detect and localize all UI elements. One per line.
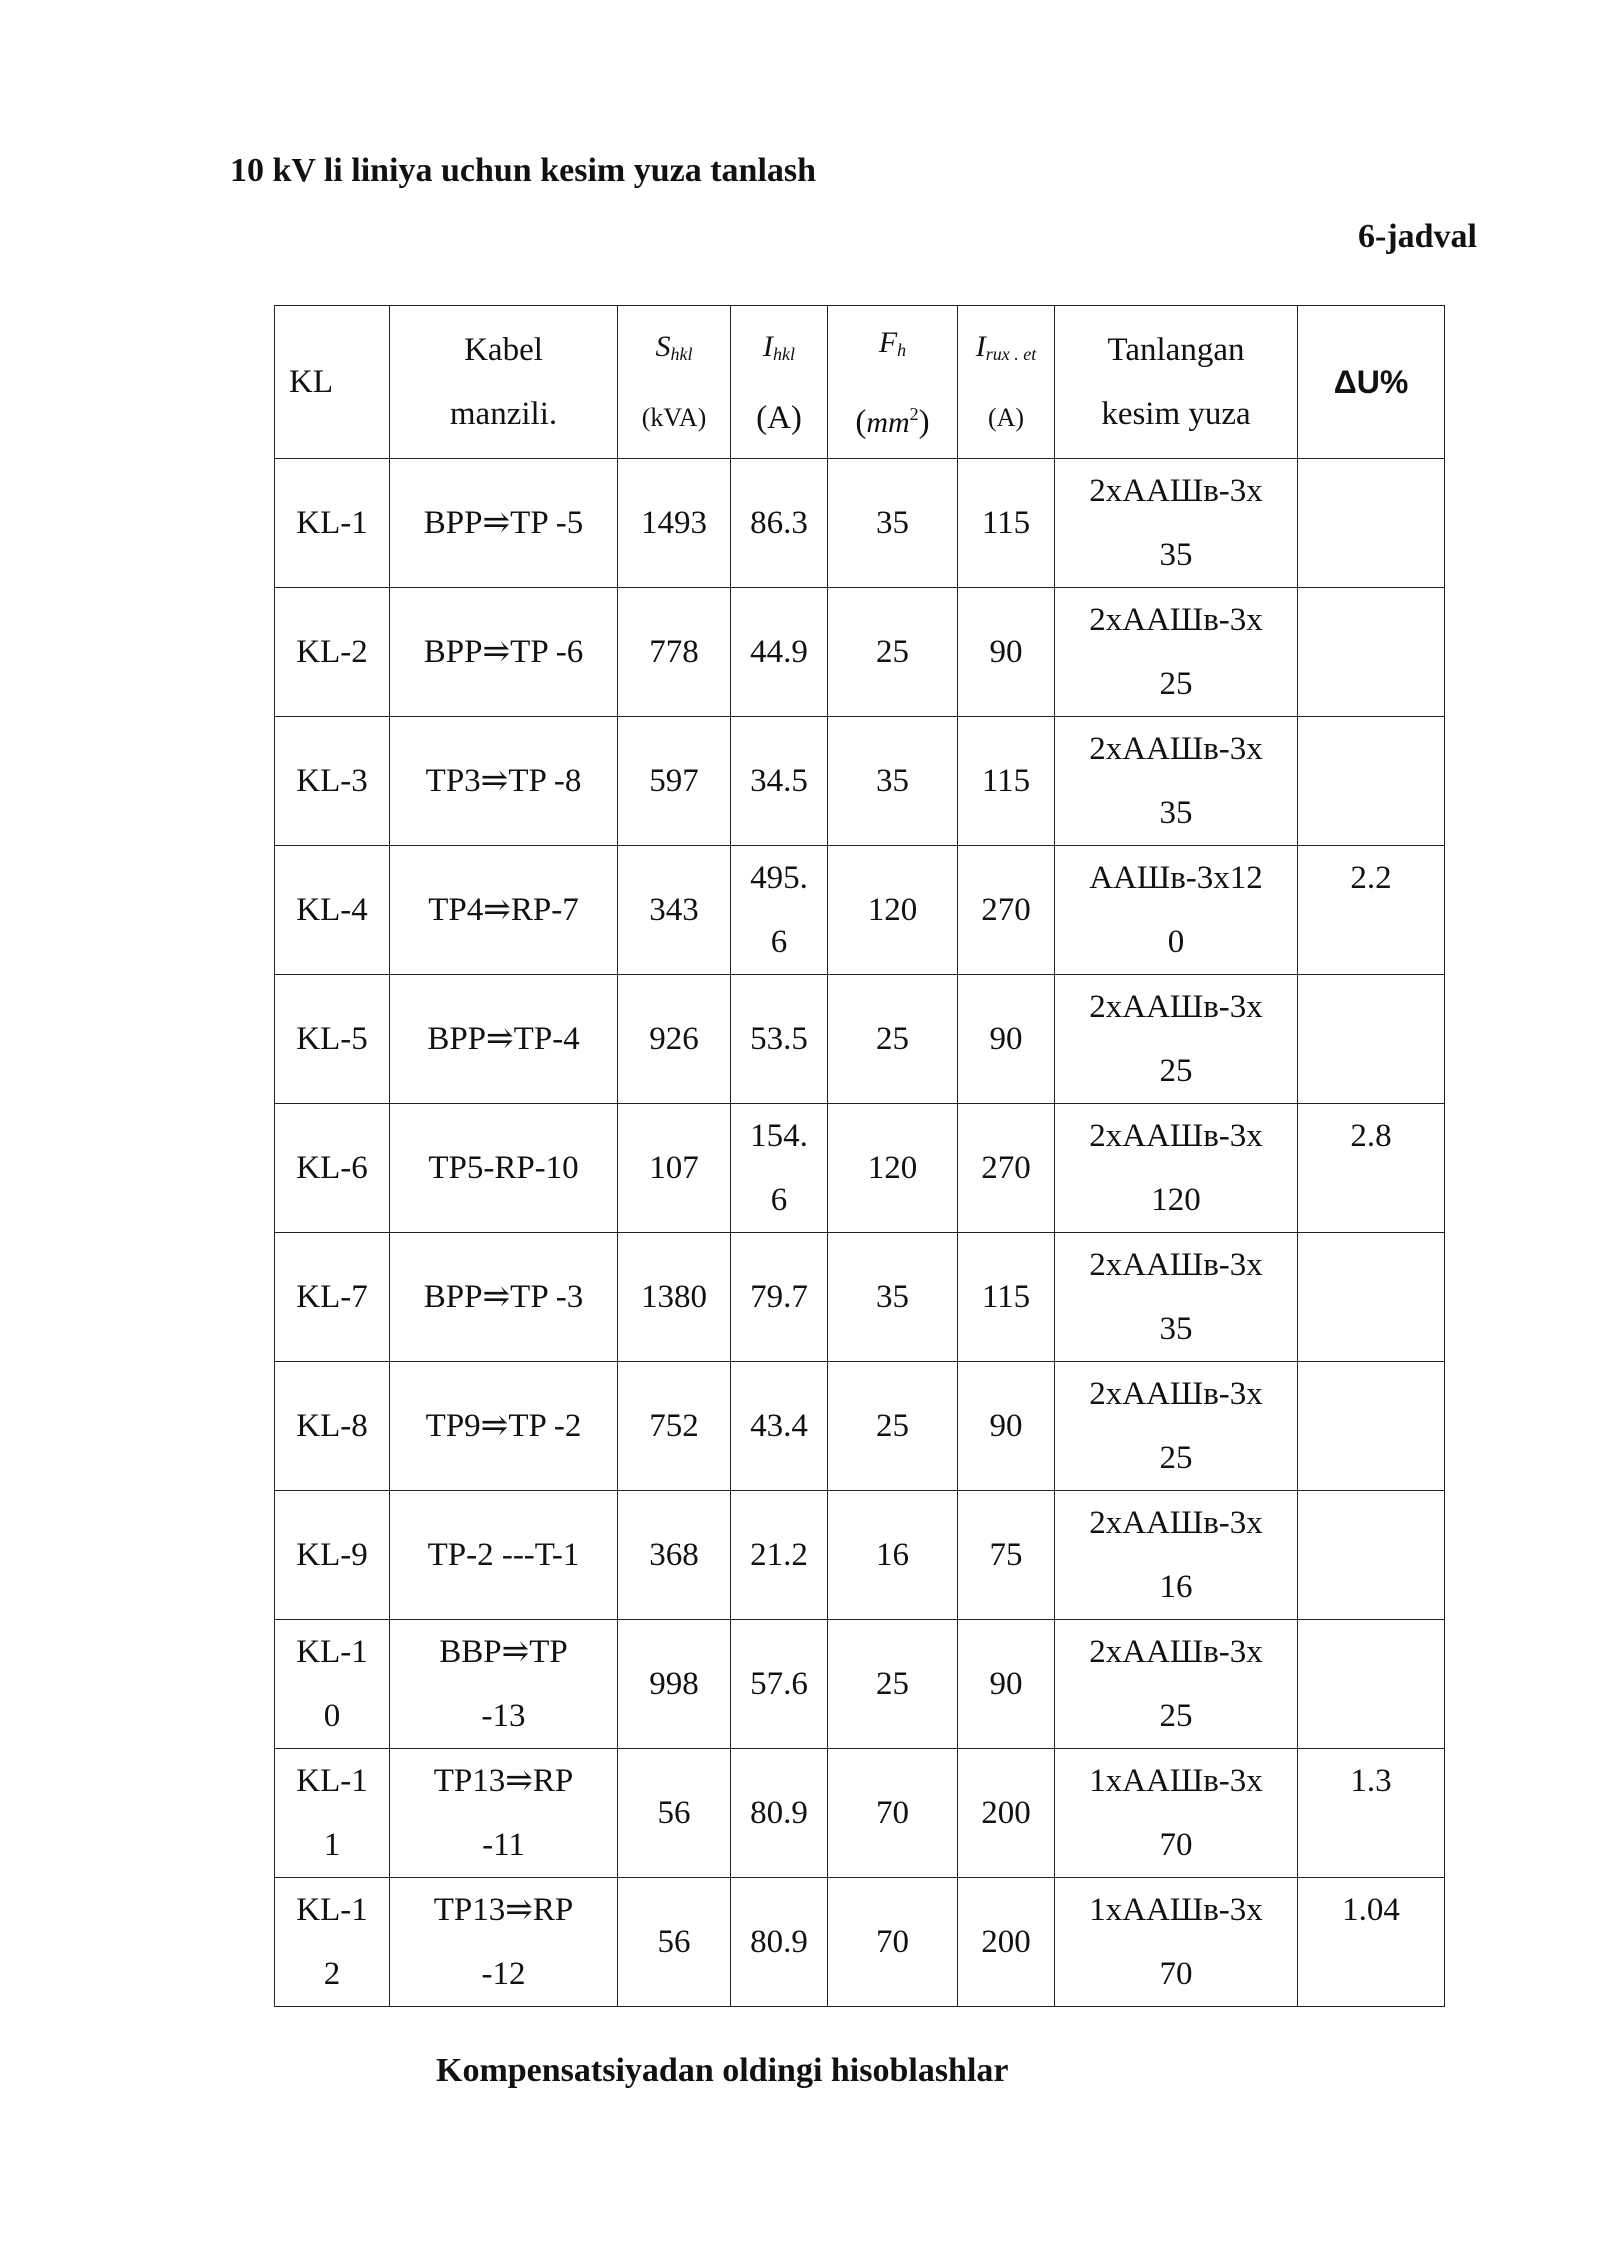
cell-kabel-manzili-line: TP9⥤TP -2 <box>425 1408 582 1444</box>
cell-kabel-manzili <box>390 588 618 717</box>
table-row <box>275 588 1445 717</box>
cell-i-rux-et <box>958 459 1055 588</box>
cell-i-rux-et-value: 200 <box>981 1924 1031 1960</box>
cell-i-rux-et <box>958 1620 1055 1749</box>
header-s-hkl: $S_{hkl}$ (kVA) <box>618 306 731 459</box>
cell-tanlangan-kesim-yuza-line: 0 <box>1167 924 1185 960</box>
cell-i-hkl <box>731 1362 828 1491</box>
table-row <box>275 1878 1445 2007</box>
cell-kl-line: KL-3 <box>296 763 368 799</box>
cell-i-hkl <box>731 846 828 975</box>
cell-i-rux-et <box>958 717 1055 846</box>
cell-f-h-value: 70 <box>876 1924 909 1960</box>
cell-s-hkl <box>618 1491 731 1620</box>
table-row <box>275 717 1445 846</box>
cell-f-h <box>828 459 958 588</box>
table-row <box>275 1104 1445 1233</box>
table-row <box>275 1233 1445 1362</box>
cell-tanlangan-kesim-yuza <box>1055 1620 1298 1749</box>
cell-f-h <box>828 588 958 717</box>
cell-delta-u <box>1298 1749 1445 1878</box>
cell-kabel-manzili <box>390 1749 618 1878</box>
cell-kl-line: KL-1 <box>296 1892 368 1928</box>
cell-i-rux-et-value: 200 <box>981 1795 1031 1831</box>
cell-s-hkl-value: 107 <box>649 1150 699 1186</box>
cell-kl <box>275 846 390 975</box>
cell-i-hkl <box>731 459 828 588</box>
cable-selection-table <box>274 305 1445 2007</box>
table-row <box>275 1749 1445 1878</box>
cell-s-hkl <box>618 1878 731 2007</box>
cell-i-hkl-line: 34.5 <box>750 763 808 799</box>
cell-kl-line: KL-1 <box>296 505 368 541</box>
cell-kabel-manzili <box>390 717 618 846</box>
cell-kabel-manzili-line: TP-2 ---T-1 <box>427 1537 580 1573</box>
cell-i-hkl <box>731 1620 828 1749</box>
cell-i-rux-et <box>958 588 1055 717</box>
cell-s-hkl-value: 998 <box>649 1666 699 1702</box>
cell-s-hkl <box>618 717 731 846</box>
cell-i-hkl <box>731 1878 828 2007</box>
cell-f-h <box>828 1104 958 1233</box>
cell-i-rux-et-value: 90 <box>989 1021 1023 1057</box>
cell-delta-u <box>1298 1878 1445 2007</box>
header-delta-u: ΔU% <box>1298 306 1445 459</box>
table-row <box>275 1620 1445 1749</box>
cell-s-hkl-value: 1380 <box>641 1279 707 1315</box>
cell-s-hkl <box>618 1749 731 1878</box>
cell-s-hkl <box>618 588 731 717</box>
cell-i-hkl-line: 6 <box>770 924 788 960</box>
cell-s-hkl <box>618 1620 731 1749</box>
cell-kl-line: KL-1 <box>296 1634 368 1670</box>
header-f-h: $F_h$ $(mm^2)$ <box>828 306 958 459</box>
header-tanlangan-kesim-yuza: Tanlangan kesim yuza <box>1055 306 1298 459</box>
cell-tanlangan-kesim-yuza-line: 25 <box>1159 1053 1193 1089</box>
cell-kabel-manzili-line: -11 <box>482 1827 525 1863</box>
cell-delta-u-value: 2.8 <box>1350 1118 1392 1154</box>
cell-delta-u <box>1298 1362 1445 1491</box>
cell-tanlangan-kesim-yuza-line: 120 <box>1151 1182 1201 1218</box>
cell-f-h <box>828 1749 958 1878</box>
cell-kl-line: 2 <box>323 1956 341 1992</box>
cell-kl <box>275 975 390 1104</box>
cell-f-h <box>828 1878 958 2007</box>
cell-kabel-manzili <box>390 1104 618 1233</box>
cell-i-rux-et-value: 270 <box>981 892 1031 928</box>
cell-f-h-value: 70 <box>876 1795 909 1831</box>
cell-kabel-manzili-line: BPP⥤TP -5 <box>423 505 584 541</box>
cell-tanlangan-kesim-yuza-line: 2xААШв-3x <box>1089 989 1263 1025</box>
header-i-hkl: $I_{hkl}$ (A) <box>731 306 828 459</box>
cell-kl-line: 0 <box>323 1698 341 1734</box>
cell-delta-u <box>1298 975 1445 1104</box>
cell-i-hkl <box>731 717 828 846</box>
cell-tanlangan-kesim-yuza-line: 1xААШв-3x <box>1089 1892 1263 1928</box>
cell-tanlangan-kesim-yuza <box>1055 846 1298 975</box>
cell-i-rux-et <box>958 846 1055 975</box>
cell-kl-line: KL-4 <box>296 892 368 928</box>
cell-tanlangan-kesim-yuza <box>1055 1878 1298 2007</box>
cell-i-hkl-line: 80.9 <box>750 1795 808 1831</box>
cell-s-hkl-value: 778 <box>649 634 699 670</box>
cell-f-h-value: 16 <box>876 1537 909 1573</box>
cell-i-hkl-line: 44.9 <box>750 634 808 670</box>
cell-kabel-manzili <box>390 1878 618 2007</box>
cell-kl <box>275 1491 390 1620</box>
cell-i-hkl-line: 53.5 <box>750 1021 808 1057</box>
cell-kabel-manzili-line: -13 <box>481 1698 526 1734</box>
cell-s-hkl <box>618 459 731 588</box>
cell-delta-u <box>1298 588 1445 717</box>
cell-i-rux-et <box>958 975 1055 1104</box>
cell-i-hkl-line: 6 <box>770 1182 788 1218</box>
cell-delta-u <box>1298 717 1445 846</box>
cell-i-hkl <box>731 1491 828 1620</box>
cell-i-rux-et-value: 115 <box>981 1279 1031 1315</box>
cell-delta-u <box>1298 1104 1445 1233</box>
cell-kl-line: 1 <box>323 1827 341 1863</box>
cell-tanlangan-kesim-yuza-line: 25 <box>1159 1440 1193 1476</box>
cell-i-rux-et-value: 115 <box>981 505 1031 541</box>
cell-s-hkl-value: 343 <box>649 892 699 928</box>
cell-tanlangan-kesim-yuza-line: 35 <box>1159 537 1193 573</box>
cell-kl <box>275 1362 390 1491</box>
cell-i-hkl-line: 80.9 <box>750 1924 808 1960</box>
cell-tanlangan-kesim-yuza-line: 25 <box>1159 666 1193 702</box>
cell-delta-u <box>1298 846 1445 975</box>
table-row <box>275 975 1445 1104</box>
cell-f-h <box>828 1620 958 1749</box>
table-row <box>275 1491 1445 1620</box>
cell-f-h <box>828 975 958 1104</box>
cell-s-hkl-value: 597 <box>649 763 699 799</box>
cell-tanlangan-kesim-yuza-line: 70 <box>1159 1956 1193 1992</box>
cell-kl-line: KL-7 <box>296 1279 368 1315</box>
cell-kabel-manzili-line: BBP⥤TP <box>439 1634 568 1670</box>
cell-i-rux-et-value: 90 <box>989 634 1023 670</box>
cell-i-hkl <box>731 1749 828 1878</box>
cell-tanlangan-kesim-yuza-line: 2xААШв-3x <box>1089 1247 1263 1283</box>
cell-kabel-manzili-line: TP13⥤RP <box>433 1763 574 1799</box>
cell-f-h-value: 35 <box>876 505 909 541</box>
cell-f-h-value: 120 <box>867 1150 918 1186</box>
cell-tanlangan-kesim-yuza <box>1055 717 1298 846</box>
cell-i-hkl <box>731 588 828 717</box>
cell-delta-u-value: 1.3 <box>1350 1763 1392 1799</box>
cell-delta-u <box>1298 1491 1445 1620</box>
cell-i-rux-et-value: 90 <box>989 1408 1023 1444</box>
cell-tanlangan-kesim-yuza-line: ААШв-3x12 <box>1089 860 1263 896</box>
cell-s-hkl <box>618 1104 731 1233</box>
cell-kabel-manzili-line: BPP⥤TP -6 <box>423 634 584 670</box>
cell-tanlangan-kesim-yuza-line: 2xААШв-3x <box>1089 1118 1263 1154</box>
cell-f-h <box>828 1233 958 1362</box>
cell-tanlangan-kesim-yuza <box>1055 588 1298 717</box>
cell-kabel-manzili <box>390 1362 618 1491</box>
cell-tanlangan-kesim-yuza <box>1055 1233 1298 1362</box>
table-body <box>275 306 1445 2007</box>
document-title: 10 kV li liniya uchun kesim yuza tanlash <box>230 152 817 189</box>
cell-delta-u <box>1298 1620 1445 1749</box>
cell-kabel-manzili <box>390 459 618 588</box>
cell-i-rux-et <box>958 1749 1055 1878</box>
cell-kabel-manzili-line: TP13⥤RP <box>433 1892 574 1928</box>
cell-tanlangan-kesim-yuza <box>1055 1491 1298 1620</box>
cell-kl-line: KL-8 <box>296 1408 368 1444</box>
cell-kl <box>275 1233 390 1362</box>
cell-tanlangan-kesim-yuza-line: 2xААШв-3x <box>1089 1634 1263 1670</box>
cell-f-h-value: 25 <box>876 1021 909 1057</box>
table-number-label: 6-jadval <box>1358 218 1477 255</box>
cell-tanlangan-kesim-yuza-line: 1xААШв-3x <box>1089 1763 1263 1799</box>
cell-i-rux-et-value: 270 <box>981 1150 1031 1186</box>
cell-i-hkl-line: 43.4 <box>750 1408 808 1444</box>
cell-s-hkl-value: 752 <box>649 1408 699 1444</box>
cell-tanlangan-kesim-yuza <box>1055 459 1298 588</box>
cell-kl <box>275 588 390 717</box>
cell-i-rux-et-value: 75 <box>989 1537 1023 1573</box>
cell-kl-line: KL-1 <box>296 1763 368 1799</box>
cell-i-hkl-line: 57.6 <box>750 1666 808 1702</box>
cell-tanlangan-kesim-yuza-line: 25 <box>1159 1698 1193 1734</box>
cell-kl <box>275 717 390 846</box>
cell-kabel-manzili-line: TP5-RP-10 <box>428 1150 579 1186</box>
table-header-row <box>275 306 1445 459</box>
cell-kl <box>275 1749 390 1878</box>
cell-f-h <box>828 846 958 975</box>
table-row <box>275 459 1445 588</box>
cell-i-hkl <box>731 1104 828 1233</box>
cell-i-hkl-line: 154. <box>750 1118 808 1154</box>
cell-i-hkl-line: 495. <box>750 860 808 896</box>
cell-delta-u <box>1298 1233 1445 1362</box>
cell-s-hkl-value: 56 <box>657 1924 691 1960</box>
cell-kabel-manzili <box>390 846 618 975</box>
cell-kabel-manzili <box>390 975 618 1104</box>
cell-tanlangan-kesim-yuza <box>1055 975 1298 1104</box>
header-kl: KL <box>275 306 390 459</box>
cell-tanlangan-kesim-yuza-line: 35 <box>1159 1311 1193 1347</box>
cell-tanlangan-kesim-yuza <box>1055 1104 1298 1233</box>
cell-kl <box>275 459 390 588</box>
cell-kl-line: KL-9 <box>296 1537 368 1573</box>
cell-f-h <box>828 1362 958 1491</box>
cell-f-h <box>828 717 958 846</box>
header-i-rux-et: $I_{rux . et}$ (A) <box>958 306 1055 459</box>
cell-s-hkl <box>618 975 731 1104</box>
cell-delta-u-value: 2.2 <box>1350 860 1392 896</box>
cell-s-hkl <box>618 1362 731 1491</box>
cell-kl-line: KL-5 <box>296 1021 368 1057</box>
cell-kabel-manzili <box>390 1620 618 1749</box>
cell-i-hkl <box>731 1233 828 1362</box>
cell-kl-line: KL-6 <box>296 1150 368 1186</box>
cell-f-h-value: 35 <box>876 763 909 799</box>
section-heading: Kompensatsiyadan oldingi hisoblashlar <box>436 2052 1009 2089</box>
cell-tanlangan-kesim-yuza-line: 16 <box>1159 1569 1193 1605</box>
cell-i-rux-et-value: 90 <box>989 1666 1023 1702</box>
cell-kl-line: KL-2 <box>296 634 368 670</box>
cell-i-rux-et <box>958 1491 1055 1620</box>
cell-tanlangan-kesim-yuza <box>1055 1362 1298 1491</box>
cell-kl <box>275 1620 390 1749</box>
cell-s-hkl-value: 926 <box>649 1021 699 1057</box>
cell-kabel-manzili <box>390 1491 618 1620</box>
cell-kabel-manzili-line: TP3⥤TP -8 <box>425 763 582 799</box>
cell-kl <box>275 1878 390 2007</box>
cell-s-hkl-value: 1493 <box>641 505 707 541</box>
cell-i-hkl-line: 79.7 <box>750 1279 808 1315</box>
cell-tanlangan-kesim-yuza-line: 2xААШв-3x <box>1089 1376 1263 1412</box>
cell-i-hkl-line: 21.2 <box>750 1537 808 1573</box>
cell-tanlangan-kesim-yuza-line: 2xААШв-3x <box>1089 473 1263 509</box>
cell-s-hkl-value: 56 <box>657 1795 691 1831</box>
cell-s-hkl <box>618 1233 731 1362</box>
cell-f-h-value: 35 <box>876 1279 909 1315</box>
cell-i-rux-et <box>958 1104 1055 1233</box>
cell-i-rux-et <box>958 1362 1055 1491</box>
cell-f-h-value: 25 <box>876 634 909 670</box>
cell-i-hkl-line: 86.3 <box>750 505 808 541</box>
cell-f-h-value: 25 <box>876 1408 909 1444</box>
cell-kabel-manzili-line: -12 <box>481 1956 526 1992</box>
cell-kabel-manzili-line: BPP⥤TP -3 <box>423 1279 584 1315</box>
cell-i-hkl <box>731 975 828 1104</box>
cell-tanlangan-kesim-yuza-line: 2xААШв-3x <box>1089 602 1263 638</box>
cell-delta-u-value: 1.04 <box>1342 1892 1400 1928</box>
cell-tanlangan-kesim-yuza-line: 70 <box>1159 1827 1193 1863</box>
cell-tanlangan-kesim-yuza <box>1055 1749 1298 1878</box>
cell-s-hkl <box>618 846 731 975</box>
cell-kabel-manzili-line: TP4⥤RP-7 <box>428 892 579 928</box>
cell-kabel-manzili-line: BPP⥤TP-4 <box>427 1021 580 1057</box>
cell-f-h <box>828 1491 958 1620</box>
cell-tanlangan-kesim-yuza-line: 2xААШв-3x <box>1089 1505 1263 1541</box>
cell-delta-u <box>1298 459 1445 588</box>
cell-kabel-manzili <box>390 1233 618 1362</box>
cell-i-rux-et <box>958 1878 1055 2007</box>
cell-tanlangan-kesim-yuza-line: 35 <box>1159 795 1193 831</box>
header-kabel-manzili: Kabel manzili. <box>390 306 618 459</box>
table-row <box>275 1362 1445 1491</box>
cell-tanlangan-kesim-yuza-line: 2xААШв-3x <box>1089 731 1263 767</box>
cell-kl <box>275 1104 390 1233</box>
table-row <box>275 846 1445 975</box>
cell-i-rux-et <box>958 1233 1055 1362</box>
cell-f-h-value: 25 <box>876 1666 909 1702</box>
cell-f-h-value: 120 <box>867 892 918 928</box>
cell-i-rux-et-value: 115 <box>981 763 1031 799</box>
cell-s-hkl-value: 368 <box>649 1537 699 1573</box>
